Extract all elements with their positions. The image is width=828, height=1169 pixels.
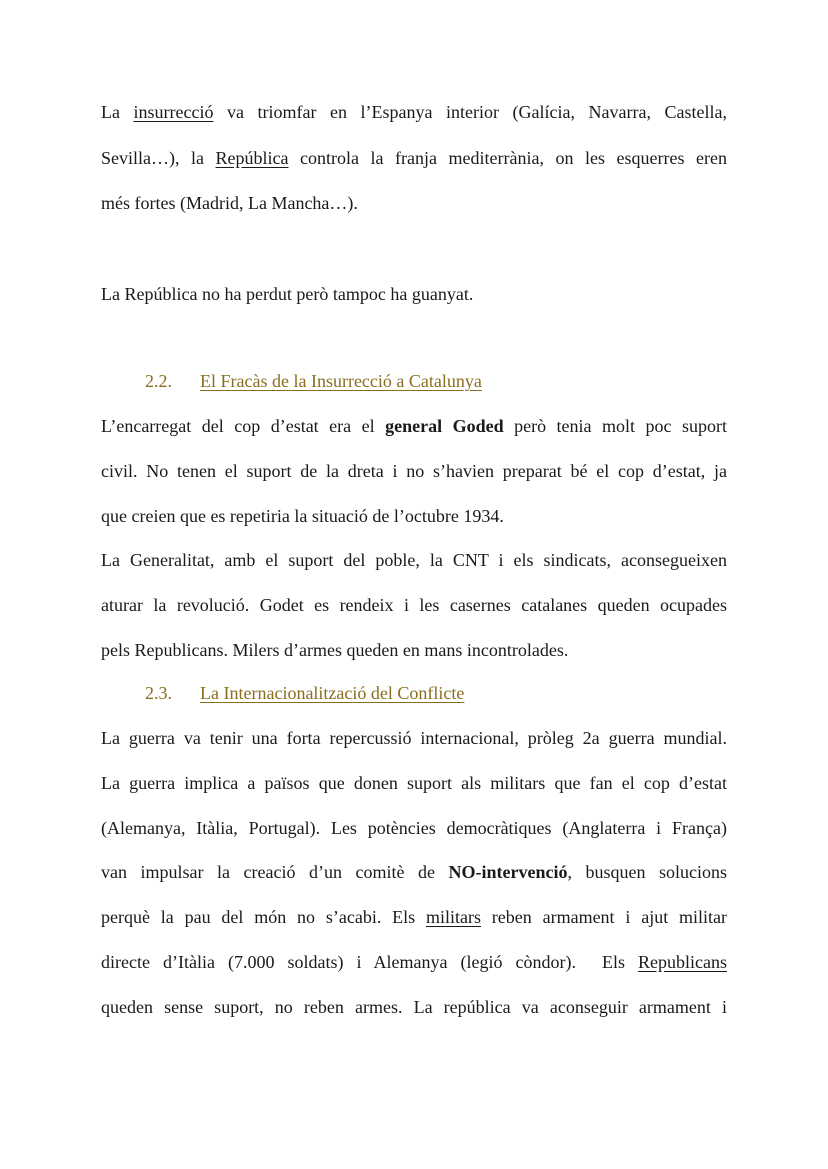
bold-term-no-intervencio: NO-intervenció <box>448 862 568 882</box>
text-span: , busquen solucions <box>567 862 727 882</box>
text-span: directe d’Itàlia (7.000 soldats) i Alemanya (legió còndor). Els <box>101 952 639 972</box>
paragraph-4-line-2: aturar la revolució. Godet es rendeix i les casernes catalanes queden ocupades <box>101 595 727 615</box>
paragraph-3-line-1 <box>101 415 727 437</box>
section-number: 2.3. <box>145 683 172 703</box>
paragraph-5-line-1: La guerra va tenir una forta repercussió internacional, pròleg 2a guerra mundial. <box>101 728 727 748</box>
paragraph-1-line-3: més fortes (Madrid, La Mancha…). <box>101 193 358 213</box>
underlined-term-insurreccio: insurrecció <box>133 102 214 122</box>
paragraph-1-line-2 <box>101 147 727 169</box>
text-span: van impulsar la creació d’un comitè de <box>101 862 449 882</box>
paragraph-1-line-1 <box>101 101 727 123</box>
paragraph-4-line-3: pels Republicans. Milers d’armes queden en mans incontrolades. <box>101 640 569 660</box>
section-number: 2.2. <box>145 371 172 391</box>
underlined-term-republicans: Republicans <box>638 952 727 972</box>
section-title: La Internacionalització del Conflicte <box>200 683 465 703</box>
paragraph-5-line-4 <box>101 861 727 883</box>
paragraph-5-line-5 <box>101 906 727 928</box>
paragraph-5-line-6 <box>101 951 727 973</box>
paragraph-3-line-3: que creien que es repetiria la situació de l’octubre 1934. <box>101 506 504 526</box>
text-span: reben armament i ajut militar <box>480 907 728 927</box>
text-span: va triomfar en l’Espanya interior (Galícia, Navarra, Castella, <box>213 102 728 122</box>
section-heading-2-3 <box>145 682 464 704</box>
text-span: però tenia molt poc suport <box>503 416 727 436</box>
text-span: La <box>101 102 134 122</box>
paragraph-5-line-3: (Alemanya, Itàlia, Portugal). Les potències democràtiques (Anglaterra i França) <box>101 818 727 838</box>
paragraph-3-line-2: civil. No tenen el suport de la dreta i no s’havien preparat bé el cop d’estat, ja <box>101 461 727 481</box>
text-span: controla la franja mediterrània, on les esquerres eren <box>288 148 727 168</box>
paragraph-2: La República no ha perdut però tampoc ha guanyat. <box>101 284 474 304</box>
text-span: perquè la pau del món no s’acabi. Els <box>101 907 426 927</box>
bold-term-general-goded: general Goded <box>385 416 504 436</box>
underlined-term-republica: República <box>215 148 289 168</box>
text-span: L’encarregat del cop d’estat era el <box>101 416 386 436</box>
paragraph-5-line-2: La guerra implica a països que donen suport als militars que fan el cop d’estat <box>101 773 727 793</box>
paragraph-4-line-1: La Generalitat, amb el suport del poble, la CNT i els sindicats, aconsegueixen <box>101 550 727 570</box>
section-heading-2-2 <box>145 370 482 392</box>
underlined-term-militars: militars <box>425 907 481 927</box>
text-span: Sevilla…), la <box>101 148 216 168</box>
paragraph-5-line-7: queden sense suport, no reben armes. La república va aconseguir armament i <box>101 997 727 1017</box>
section-title: El Fracàs de la Insurrecció a Catalunya <box>200 371 482 391</box>
